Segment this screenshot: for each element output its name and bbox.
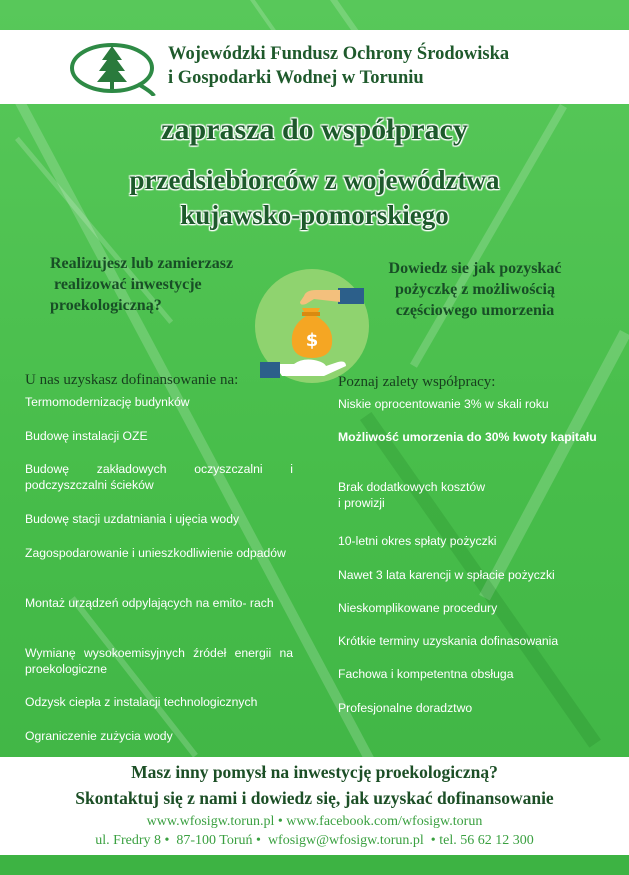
benefit-item: 10-letni okres spłaty pożyczki bbox=[338, 534, 497, 548]
teaser-left-line: realizować inwestycje bbox=[50, 276, 202, 293]
org-name-line1: Wojewódzki Fundusz Ochrony Środowiska bbox=[168, 44, 510, 64]
teaser-left-line: proekologiczną? bbox=[50, 297, 162, 314]
headline-audience-line2: kujawsko-pomorskiego bbox=[180, 200, 449, 230]
bottom-band bbox=[0, 855, 629, 875]
benefit-item bbox=[338, 479, 606, 511]
financing-item: Wymianę wysokoemisyjnych źródeł energii na proekologiczne bbox=[25, 646, 293, 676]
footer-web-links: www.wfosigw.torun.pl • www.facebook.com/wfosigw.torun bbox=[146, 814, 483, 829]
teaser-right-line: Dowiedz sie jak pozyskać bbox=[388, 260, 562, 277]
financing-item: Budowę instalacji OZE bbox=[25, 429, 148, 443]
benefit-item: Nieskomplikowane procedury bbox=[338, 601, 498, 615]
headline-audience-line1: przedsiebiorców z województwa bbox=[129, 165, 500, 195]
financing-item: Zagospodarowanie i unieszkodliwienie odpadów bbox=[25, 546, 286, 560]
financing-item: Odzysk ciepła z instalacji technologicznych bbox=[25, 695, 258, 709]
benefit-item: Niskie oprocentowanie 3% w skali roku bbox=[338, 397, 549, 411]
teaser-right-line: częściowego umorzenia bbox=[395, 302, 555, 319]
benefit-item: Profesjonalne doradztwo bbox=[338, 701, 473, 715]
org-name-line2: i Gospodarki Wodnej w Toruniu bbox=[168, 68, 424, 88]
benefits-heading: Poznaj zalety współpracy: bbox=[338, 374, 496, 390]
financing-item: Ograniczenie zużycia wody bbox=[25, 729, 173, 743]
footer-call-to-action: Skontaktuj się z nami i dowiedz się, jak uzyskać dofinansowanie bbox=[75, 788, 554, 808]
benefit-item: Krótkie terminy uzyskania dofinasowania bbox=[338, 634, 559, 648]
header-banner bbox=[0, 30, 629, 104]
contact-footer bbox=[0, 757, 629, 855]
footer-question: Masz inny pomysł na inwestycję proekologiczną? bbox=[131, 762, 498, 782]
decor-stripe bbox=[479, 330, 629, 601]
tree-emblem-icon bbox=[68, 40, 156, 96]
hand-giving-money-bag-icon bbox=[254, 268, 370, 384]
benefit-item: Fachowa i kompetentna obsługa bbox=[338, 667, 514, 681]
financing-item: Montaż urządzeń odpylających na emito- rach bbox=[25, 596, 274, 610]
financing-heading: U nas uzyskasz dofinansowanie na: bbox=[25, 372, 239, 388]
financing-item: Termomodernizację budynków bbox=[25, 395, 190, 409]
benefit-item-line: i prowizji bbox=[338, 496, 385, 510]
teaser-right-line: pożyczkę z możliwością bbox=[395, 281, 555, 298]
benefit-item-line: Brak dodatkowych kosztów bbox=[338, 480, 485, 494]
teaser-left-line: Realizujesz lub zamierzasz bbox=[50, 255, 234, 272]
teaser-right bbox=[355, 258, 595, 321]
financing-item: Budowę zakładowych oczyszczalni i podczyszczalni ścieków bbox=[25, 462, 293, 492]
financing-item: Budowę stacji uzdatniania i ujęcia wody bbox=[25, 512, 240, 526]
headline-invitation: zaprasza do współpracy bbox=[161, 113, 468, 146]
svg-text:$: $ bbox=[305, 330, 319, 351]
footer-address: ul. Fredry 8 • 87-100 Toruń • wfosigw@wfosigw.torun.pl • tel. 56 62 12 300 bbox=[95, 833, 534, 848]
benefit-item: Nawet 3 lata karencji w spłacie pożyczki bbox=[338, 568, 555, 582]
teaser-left bbox=[50, 253, 280, 316]
benefit-item-highlight: Możliwość umorzenia do 30% kwoty kapitału bbox=[338, 430, 597, 444]
